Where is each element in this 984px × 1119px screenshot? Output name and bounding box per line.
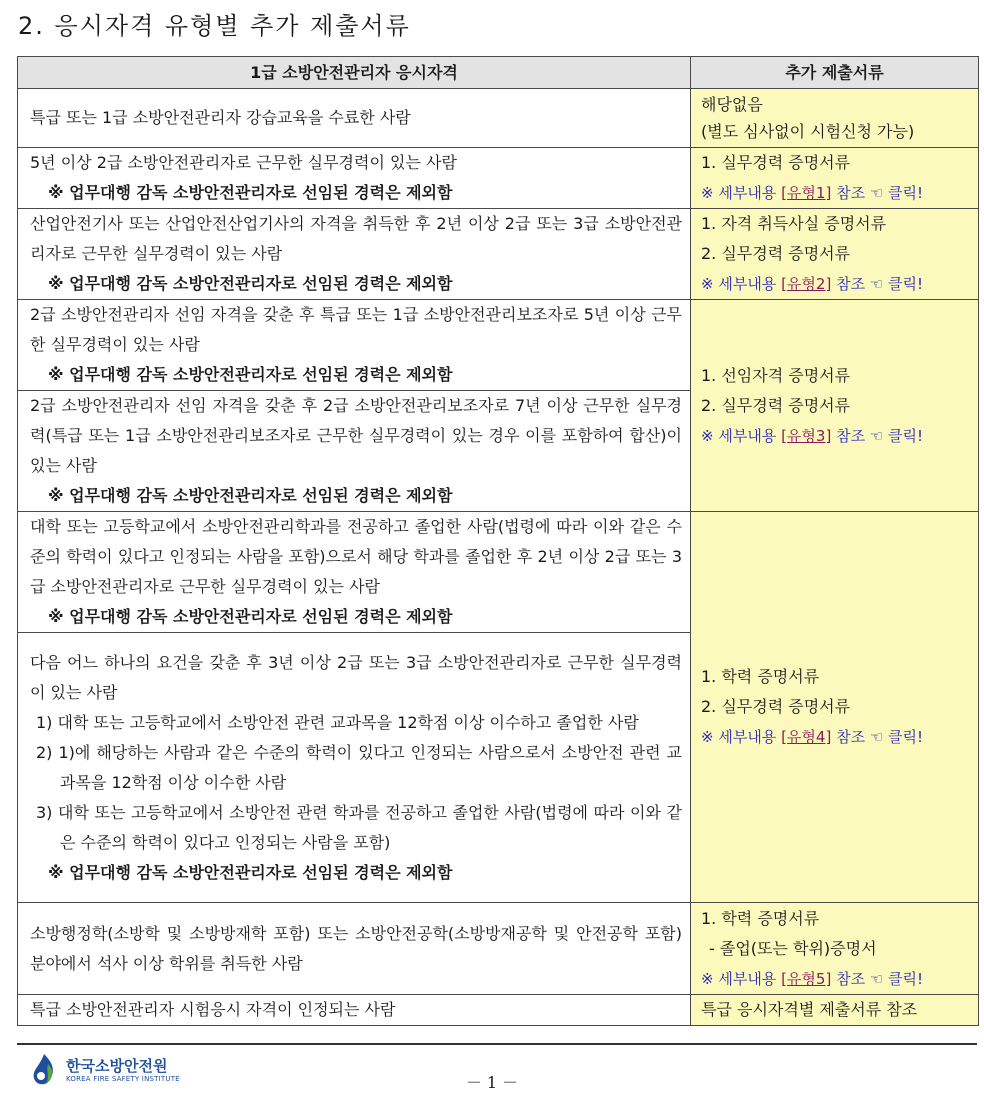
exclusion-note: ※ 업무대행 감독 소방안전관리자로 선임된 경력은 제외함 (48, 365, 453, 384)
documents-cell (691, 995, 979, 1026)
detail-prefix: ※ 세부내용 (701, 969, 777, 988)
detail-suffix: 참조 ☜ 클릭! (836, 728, 924, 746)
table-row (18, 903, 979, 995)
qualification-text: 소방행정학(소방학 및 소방방재학 포함) 또는 소방안전공학(소방방재공학 및 안전공학 포함) 분야에서 석사 이상 학위를 취득한 사람 (30, 923, 682, 973)
document-item: 해당없음 (701, 95, 763, 114)
document-item: 1. 자격 취득사실 증명서류 (701, 214, 887, 233)
detail-ref-link[interactable]: [유형3] (781, 426, 832, 445)
detail-prefix: ※ 세부내용 (701, 426, 777, 445)
documents-cell (691, 209, 979, 300)
documents-cell (691, 903, 979, 995)
document-item: 2. 실무경력 증명서류 (701, 395, 851, 415)
documents-cell (691, 300, 979, 512)
detail-ref-link[interactable]: [유형4] (781, 728, 832, 746)
qualification-text: 2급 소방안전관리자 선임 자격을 갖춘 후 2급 소방안전관리보조자로 7년 이상 근무한 실무경력(특급 또는 1급 소방안전관리보조자로 근무한 실무경력이 있는 경우 이를 포함하여 합산)이 있는 사람 (30, 396, 682, 475)
sub-requirement: 3) 대학 또는 고등학교에서 소방안전 관련 학과를 전공하고 졸업한 사람(법령에 따라 이와 같은 수준의 학력이 있다고 인정되는 사람을 포함) (36, 802, 682, 852)
sub-requirement: 1) 대학 또는 고등학교에서 소방안전 관련 교과목을 12학점 이상 이수하고 졸업한 사람 (36, 712, 639, 732)
sub-requirement: 2) 1)에 해당하는 사람과 같은 수준의 학력이 있다고 인정되는 사람으로서 소방안전 관련 교과목을 12학점 이상 이수한 사람 (36, 742, 682, 792)
qualification-cell (18, 512, 691, 633)
qualification-text: 산업안전기사 또는 산업안전산업기사의 자격을 취득한 후 2년 이상 2급 또는 3급 소방안전관리자로 근무한 실무경력이 있는 사람 (30, 214, 682, 263)
qualification-cell (18, 995, 691, 1026)
detail-suffix: 참조 ☜ 클릭! (836, 969, 924, 988)
exclusion-note: ※ 업무대행 감독 소방안전관리자로 선임된 경력은 제외함 (48, 486, 453, 505)
qualification-cell (18, 391, 691, 512)
header-qualification: 1급 소방안전관리자 응시자격 (18, 57, 691, 89)
detail-prefix: ※ 세부내용 (701, 728, 777, 746)
detail-link[interactable] (701, 269, 970, 299)
qualification-text: 2급 소방안전관리자 선임 자격을 갖춘 후 특급 또는 1급 소방안전관리보조자로 5년 이상 근무한 실무경력이 있는 사람 (30, 305, 682, 354)
table-row (18, 148, 979, 209)
document-item: 1. 학력 증명서류 (701, 667, 820, 686)
detail-link[interactable] (701, 722, 970, 752)
qualification-text: 특급 또는 1급 소방안전관리자 강습교육을 수료한 사람 (30, 108, 411, 127)
footer-divider (17, 1043, 977, 1045)
qualification-text: 5년 이상 2급 소방안전관리자로 근무한 실무경력이 있는 사람 (30, 153, 457, 172)
section-heading: 2. 응시자격 유형별 추가 제출서류 (18, 12, 411, 40)
detail-prefix: ※ 세부내용 (701, 184, 777, 202)
table-header-row (18, 57, 979, 89)
qualification-cell (18, 300, 691, 391)
header-documents: 추가 제출서류 (691, 57, 979, 89)
detail-ref-link[interactable]: [유형1] (781, 184, 832, 202)
detail-ref-link[interactable]: [유형2] (781, 275, 832, 293)
document-item: 1. 실무경력 증명서류 (701, 153, 851, 172)
detail-link[interactable] (701, 964, 970, 994)
document-item: 1. 선임자격 증명서류 (701, 365, 851, 385)
qualification-cell (18, 633, 691, 903)
detail-suffix: 참조 ☜ 클릭! (836, 275, 924, 293)
detail-prefix: ※ 세부내용 (701, 275, 777, 293)
detail-suffix: 참조 ☜ 클릭! (836, 426, 924, 445)
qualification-text: 다음 어느 하나의 요건을 갖춘 후 3년 이상 2급 또는 3급 소방안전관리자로 근무한 실무경력이 있는 사람 (30, 652, 682, 702)
page-number: － 1 － (465, 1073, 519, 1092)
document-item: 특급 응시자격별 제출서류 참조 (701, 1000, 918, 1019)
document-item: 1. 학력 증명서류 (701, 908, 820, 928)
exclusion-note: ※ 업무대행 감독 소방안전관리자로 선임된 경력은 제외함 (48, 607, 453, 626)
exclusion-note: ※ 업무대행 감독 소방안전관리자로 선임된 경력은 제외함 (48, 274, 453, 293)
exclusion-note: ※ 업무대행 감독 소방안전관리자로 선임된 경력은 제외함 (48, 862, 453, 882)
table-row (18, 209, 979, 300)
table-row (18, 512, 979, 633)
table-row (18, 89, 979, 148)
document-item: 2. 실무경력 증명서류 (701, 697, 851, 716)
document-item: 2. 실무경력 증명서류 (701, 244, 851, 263)
detail-ref-link[interactable]: [유형5] (781, 969, 832, 988)
documents-cell (691, 148, 979, 209)
requirements-table (17, 56, 979, 1026)
table-row (18, 300, 979, 391)
document-subitem: - 졸업(또는 학위)증명서 (709, 938, 877, 958)
org-name-korean: 한국소방안전원 (66, 1056, 168, 1075)
detail-suffix: 참조 ☜ 클릭! (836, 184, 924, 202)
qualification-cell (18, 148, 691, 209)
documents-cell (691, 512, 979, 903)
detail-link[interactable] (701, 178, 970, 208)
table-row (18, 995, 979, 1026)
qualification-text: 대학 또는 고등학교에서 소방안전관리학과를 전공하고 졸업한 사람(법령에 따라 이와 같은 수준의 학력이 있다고 인정되는 사람을 포함)으로서 해당 학과를 졸업한 후 2년 이상 2급 또는 3급 소방안전관리자로 근무한 실무경력이 있는 사람 (30, 517, 682, 596)
document-item: (별도 심사없이 시험신청 가능) (701, 122, 915, 141)
detail-link[interactable] (701, 421, 970, 451)
qualification-text: 특급 소방안전관리자 시험응시 자격이 인정되는 사람 (30, 1000, 396, 1019)
qualification-cell (18, 903, 691, 995)
documents-cell (691, 89, 979, 148)
exclusion-note: ※ 업무대행 감독 소방안전관리자로 선임된 경력은 제외함 (48, 183, 453, 202)
org-name-english: KOREA FIRE SAFETY INSTITUTE (66, 1074, 180, 1083)
qualification-cell (18, 89, 691, 148)
qualification-cell (18, 209, 691, 300)
